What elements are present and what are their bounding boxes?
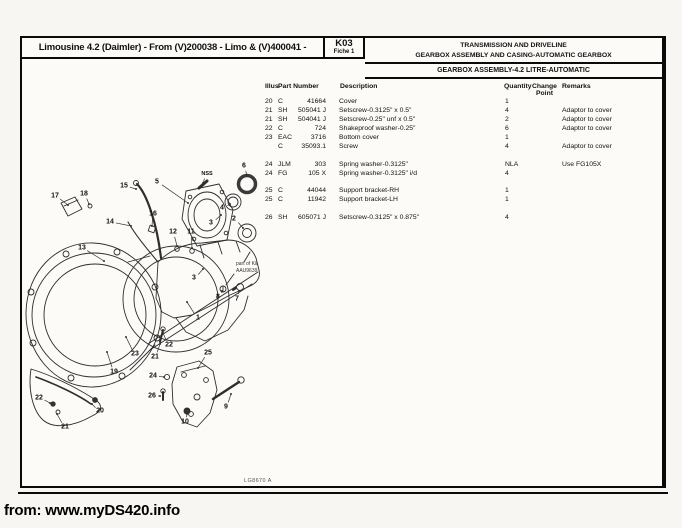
callout-label: 2 xyxy=(232,215,236,223)
cell-gap xyxy=(326,106,339,115)
page-title-text: Limousine 4.2 (Daimler) - From (V)200038 - Limo & (V)400041 - xyxy=(38,42,307,53)
callout-label: 15 xyxy=(120,182,128,190)
col-header-point: Point xyxy=(536,90,553,97)
drawing-reference: LG8670 A xyxy=(244,478,272,484)
callout-label: 7 xyxy=(235,295,239,303)
cell-remarks: Adaptor to cover xyxy=(562,116,612,123)
cell-quantity: 1 xyxy=(505,196,509,203)
cell-quantity: 4 xyxy=(505,143,509,150)
table-row xyxy=(265,97,675,106)
table-row xyxy=(265,160,675,169)
cell-quantity: 4 xyxy=(505,213,509,221)
callout-label: 18 xyxy=(80,190,88,198)
row-group-gap xyxy=(265,204,675,213)
cell-illus: 24 xyxy=(265,169,273,177)
cell-part-prefix: SH xyxy=(278,213,288,221)
page-bottom-rule xyxy=(18,492,668,494)
cell-quantity: 1 xyxy=(505,134,509,141)
cell-part-number: 605071 J xyxy=(298,213,326,221)
cell-illus: 25 xyxy=(265,196,273,203)
cell-quantity: 1 xyxy=(505,187,509,194)
cell-gap xyxy=(326,195,339,204)
cell-part-prefix: C xyxy=(278,196,283,203)
subsection-header xyxy=(365,64,662,79)
cell-remarks xyxy=(562,186,675,195)
callout-label: 8 xyxy=(216,293,220,301)
callout-label: 9 xyxy=(224,403,228,411)
col-header-quantity: Quantity xyxy=(504,83,532,90)
cell-part-number: 44044 xyxy=(307,187,326,194)
row-group-gap xyxy=(265,151,675,160)
cell-part-number: 724 xyxy=(314,125,326,132)
cell-remarks xyxy=(562,169,675,178)
cell-part-prefix: C xyxy=(278,187,283,194)
cell-quantity: NLA xyxy=(505,160,519,168)
cell-remarks xyxy=(562,97,675,106)
section-header xyxy=(365,38,662,64)
callout-label: 22 xyxy=(35,394,43,402)
cell-remarks: Use FG105X xyxy=(562,160,602,168)
callout-label: NSS xyxy=(201,171,213,177)
cell-gap xyxy=(326,213,339,222)
callout-label: 20 xyxy=(96,407,104,415)
callout-label: 12 xyxy=(169,228,177,236)
cell-illus: 24 xyxy=(265,160,273,168)
callout-label: 26 xyxy=(148,392,156,400)
cell-illus: 22 xyxy=(265,125,273,132)
kit-note: part of Kit xyxy=(236,261,258,267)
cell-description: Spring washer-0.3125" i/d xyxy=(339,169,417,177)
callout-label: 17 xyxy=(51,192,59,200)
callout-label: 24 xyxy=(149,372,157,380)
cell-part-number: 105 X xyxy=(308,169,326,177)
subsection-text: GEARBOX ASSEMBLY-4.2 LITRE-AUTOMATIC xyxy=(437,67,590,74)
cell-remarks xyxy=(562,213,675,222)
cell-description: Support bracket-LH xyxy=(339,196,398,203)
source-watermark: from: www.myDS420.info xyxy=(4,502,180,519)
callout-label: 23 xyxy=(131,350,139,358)
section-line1: TRANSMISSION AND DRIVELINE xyxy=(460,42,567,49)
cell-description: Screw xyxy=(339,143,358,150)
cell-part-prefix: C xyxy=(278,143,283,150)
cell-illus xyxy=(265,142,278,151)
callout-label: 21 xyxy=(61,423,69,431)
table-row xyxy=(265,195,675,204)
callout-label: 22 xyxy=(165,341,173,349)
cell-part-prefix: SH xyxy=(278,116,288,123)
fiche-cell xyxy=(325,38,365,59)
row-group-gap xyxy=(265,178,675,187)
cell-description: Bottom cover xyxy=(339,134,380,141)
callout-label: 19 xyxy=(110,368,118,376)
cell-remarks xyxy=(562,195,675,204)
cell-illus: 26 xyxy=(265,213,273,221)
cell-gap xyxy=(326,186,339,195)
cell-quantity: 4 xyxy=(505,107,509,114)
cell-gap xyxy=(326,115,339,124)
callout-label: 10 xyxy=(181,418,189,426)
cell-remarks: Adaptor to cover xyxy=(562,143,612,150)
cell-part-number: 303 xyxy=(314,160,326,168)
table-row xyxy=(265,186,675,195)
table-row xyxy=(265,124,675,133)
cell-part-number: 504041 J xyxy=(298,116,326,123)
kit-note: AAU9639 xyxy=(236,268,258,274)
cell-gap xyxy=(326,142,339,151)
cell-illus: 20 xyxy=(265,98,273,105)
callout-label: 13 xyxy=(78,244,86,252)
cell-description: Support bracket-RH xyxy=(339,187,400,194)
col-header-part-number: Part Number xyxy=(278,83,319,90)
cell-remarks: Adaptor to cover xyxy=(562,107,612,114)
cell-part-prefix: SH xyxy=(278,107,288,114)
cell-quantity: 2 xyxy=(505,116,509,123)
section-line2: GEARBOX ASSEMBLY AND CASING-AUTOMATIC GEARBOX xyxy=(415,52,612,59)
callout-label: 21 xyxy=(151,353,159,361)
cell-description: Cover xyxy=(339,98,358,105)
cell-description: Setscrew-0.3125" x 0.875" xyxy=(339,213,420,221)
callout-label: 3 xyxy=(209,219,213,227)
cell-part-prefix: FG xyxy=(278,169,288,177)
callout-label: 14 xyxy=(106,218,114,226)
cell-part-number: 3716 xyxy=(310,134,326,141)
cell-description: Setscrew-0.3125" x 0.5" xyxy=(339,107,412,114)
cell-part-prefix: C xyxy=(278,98,283,105)
page-title xyxy=(22,38,325,59)
cell-quantity: 1 xyxy=(505,98,509,105)
cell-part-prefix: C xyxy=(278,125,283,132)
cell-remarks: Adaptor to cover xyxy=(562,125,612,132)
cell-description: Spring washer-0.3125" xyxy=(339,160,408,168)
col-header-change: Change xyxy=(532,83,557,90)
cell-gap xyxy=(326,97,339,106)
col-header-description: Description xyxy=(340,83,378,90)
cell-quantity: 4 xyxy=(505,169,509,177)
callout-label: 3 xyxy=(192,274,196,282)
cell-part-number: 35093.1 xyxy=(301,143,326,150)
cell-quantity: 6 xyxy=(505,125,509,132)
cell-gap xyxy=(326,133,339,142)
callout-label: 5 xyxy=(155,178,159,186)
parts-table xyxy=(265,97,675,222)
cell-illus: 25 xyxy=(265,187,273,194)
table-row xyxy=(265,115,675,124)
cell-illus: 23 xyxy=(265,134,273,141)
callout-label: 1 xyxy=(196,314,200,322)
cell-gap xyxy=(326,124,339,133)
cell-description: Setscrew-0.25" unf x 0.5" xyxy=(339,116,416,123)
cell-gap xyxy=(326,169,339,178)
callout-label: 25 xyxy=(204,349,212,357)
cell-gap xyxy=(326,160,339,169)
table-row xyxy=(265,106,675,115)
table-row xyxy=(265,213,675,222)
table-row xyxy=(265,133,675,142)
cell-description: Shakeproof washer-0.25" xyxy=(339,125,416,132)
cell-remarks xyxy=(562,133,675,142)
callout-label: 4 xyxy=(220,204,224,212)
cell-part-prefix: JLM xyxy=(278,160,291,168)
col-header-remarks: Remarks xyxy=(562,83,591,90)
fiche-code: K03 xyxy=(335,38,353,49)
cell-part-number: 505041 J xyxy=(298,107,326,114)
callout-label: 16 xyxy=(149,210,157,218)
callout-label: 6 xyxy=(242,162,246,170)
fiche-number: Fiche 1 xyxy=(333,49,355,55)
cell-illus: 21 xyxy=(265,107,273,114)
cell-part-number: 11942 xyxy=(307,196,326,203)
col-header-change-point xyxy=(532,83,557,97)
table-row xyxy=(265,169,675,178)
cell-part-number: 41664 xyxy=(307,98,326,105)
callout-label: 11 xyxy=(187,228,195,236)
table-row xyxy=(265,142,675,151)
cell-part-prefix: EAC xyxy=(278,134,292,141)
cell-illus: 21 xyxy=(265,116,273,123)
col-header-illus: Illus xyxy=(265,83,279,90)
